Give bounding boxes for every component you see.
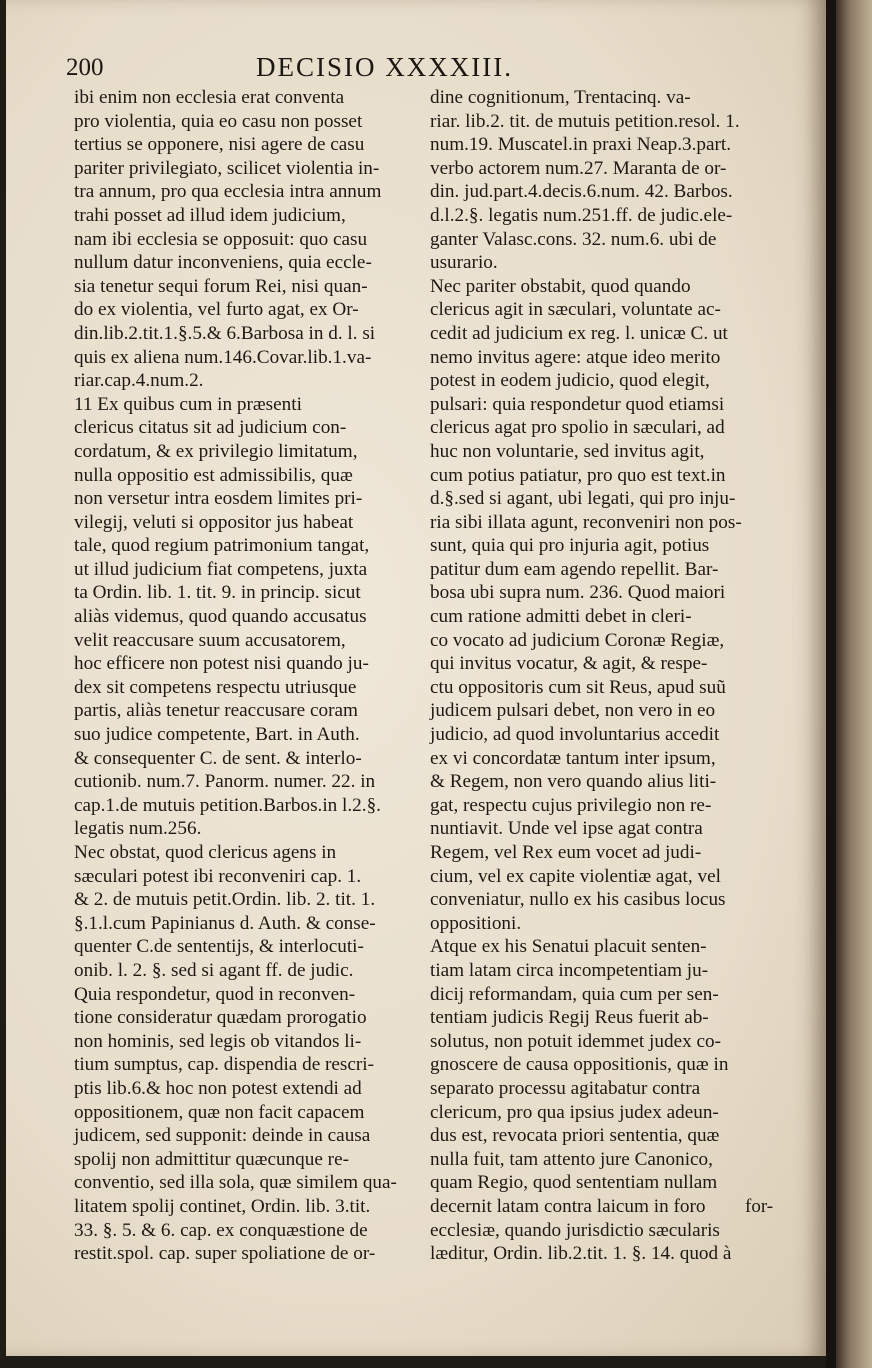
text-line: non versetur intra eosdem limites pri- (74, 488, 363, 510)
text-line: ria sibi illata agunt, reconveniri non pos- (430, 511, 742, 533)
text-line: co vocato ad judicium Coronæ Regiæ, (430, 629, 725, 651)
text-line: & Regem, non vero quando alius liti- (430, 771, 717, 793)
text-line: cordatum, & ex privilegio limitatum, (74, 440, 358, 462)
text-line: oppositionem, quæ non facit capacem (74, 1101, 365, 1123)
text-line: decernit latam contra laicum in foro (430, 1195, 706, 1217)
page-header (66, 52, 786, 88)
text-line: sia tenetur sequi forum Rei, nisi quan- (74, 275, 368, 297)
text-line: quam Regio, quod sententiam nullam (430, 1172, 718, 1194)
text-line: ut illud judicium fiat competens, juxta (74, 558, 368, 580)
text-line: Nec obstat, quod clericus agens in (74, 842, 337, 863)
right-column (430, 86, 786, 1266)
text-line: vilegij, veluti si oppositor jus habeat (74, 511, 354, 533)
text-line: ibi enim non ecclesia erat conventa (74, 87, 345, 108)
text-line: cap.1.de mutuis petition.Barbos.in l.2.§. (74, 794, 381, 816)
text-line: cutionib. num.7. Panorm. numer. 22. in (74, 771, 376, 793)
text-line: conventio, sed illa sola, quæ similem qua- (74, 1172, 397, 1194)
text-line: gnoscere de causa oppositionis, quæ in (430, 1054, 729, 1076)
text-line: aliàs videmus, quod quando accusatus (74, 606, 367, 628)
catchword: for- (745, 1196, 774, 1217)
text-line: cum potius patiatur, pro quo est text.in (430, 464, 726, 486)
text-line: Atque ex his Senatui placuit senten- (430, 936, 707, 958)
text-line: cedit ad judicium ex reg. l. unicæ C. ut (430, 322, 728, 344)
text-line: bosa ubi supra num. 236. Quod maiori (430, 582, 726, 604)
text-line: din. jud.part.4.decis.6.num. 42. Barbos. (430, 181, 733, 203)
text-line: clericus agit in sæculari, voluntate ac- (430, 299, 721, 321)
page-number: 200 (66, 54, 104, 81)
text-line: clericus citatus sit ad judicium con- (74, 417, 347, 439)
text-line: quis ex aliena num.146.Covar.lib.1.va- (74, 346, 372, 368)
text-line: judicem, sed supponit: deinde in causa (74, 1125, 371, 1147)
text-line: ta Ordin. lib. 1. tit. 9. in princip. sicut (74, 582, 361, 604)
text-line: nemo invitus agere: atque ideo merito (430, 346, 721, 368)
text-line: judicio, ad quod involuntarius accedit (430, 724, 720, 746)
text-line: ctu oppositoris cum sit Reus, apud suũ (430, 676, 726, 698)
text-line: pulsari: quia respondetur quod etiamsi (430, 393, 725, 415)
text-line: dex sit competens respectu utriusque (74, 676, 357, 698)
text-line: tiam latam circa incompetentiam ju- (430, 959, 709, 981)
text-line: d.l.2.§. legatis num.251.ff. de judic.ele- (430, 204, 733, 226)
text-line: clericum, pro qua ipsius judex adeun- (430, 1101, 719, 1123)
text-line: 33. §. 5. & 6. cap. ex conquæstione de (74, 1219, 368, 1241)
text-line: nam ibi ecclesia se opposuit: quo casu (74, 228, 368, 250)
text-line: riar. lib.2. tit. de mutuis petition.resol. 1. (430, 110, 740, 132)
text-line: tium sumptus, cap. dispendia de rescri- (74, 1054, 375, 1076)
text-line: huc non voluntarie, sed invitus agit, (430, 440, 705, 462)
text-line: ptis lib.6.& hoc non potest extendi ad (74, 1077, 362, 1099)
text-line: ganter Valasc.cons. 32. num.6. ubi de (430, 228, 717, 250)
text-line: judicem pulsari debet, non vero in eo (430, 700, 716, 722)
text-line: num.19. Muscatel.in praxi Neap.3.part. (430, 134, 732, 156)
text-line: potest in eodem judicio, quod elegit, (430, 370, 710, 392)
text-line: nullum datur inconveniens, quia eccle- (74, 252, 372, 274)
text-line: onib. l. 2. §. sed si agant ff. de judic. (74, 959, 354, 981)
text-line: tione consideratur quædam prorogatio (74, 1007, 367, 1029)
text-line: sæculari potest ibi reconveniri cap. 1. (74, 865, 362, 887)
text-line: usurario. (430, 252, 498, 274)
running-head: DECISIO XXXXIII. (256, 52, 513, 82)
text-line: dicij reformandam, quia cum per sen- (430, 983, 719, 1005)
text-line: tra annum, pro qua ecclesia intra annum (74, 181, 382, 203)
text-line: ecclesiæ, quando jurisdictio sæcularis (430, 1219, 720, 1241)
text-line: læditur, Ordin. lib.2.tit. 1. §. 14. quod à (430, 1243, 732, 1265)
text-line: din.lib.2.tit.1.§.5.& 6.Barbosa in d. l. si (74, 322, 376, 344)
text-line: & consequenter C. de sent. & interlo- (74, 747, 362, 769)
text-line: conveniatur, nullo ex his casibus locus (430, 889, 726, 911)
text-line: legatis num.256. (74, 818, 202, 840)
text-line: cum ratione admitti debet in cleri- (430, 606, 692, 628)
text-line: separato processu agitabatur contra (430, 1077, 701, 1099)
text-line: qui invitus vocatur, & agit, & respe- (430, 653, 708, 675)
text-line: pro violentia, quia eo casu non posset (74, 110, 363, 132)
text-line: solutus, non potuit idemmet judex co- (430, 1030, 721, 1052)
text-line: partis, aliàs tenetur reaccusare coram (74, 700, 358, 722)
text-line: oppositioni. (430, 912, 522, 934)
text-line: do ex violentia, vel furto agat, ex Or- (74, 299, 359, 321)
text-line: tertius se opponere, nisi agere de casu (74, 134, 365, 156)
text-line: nuntiavit. Unde vel ipse agat contra (430, 818, 703, 840)
left-column (74, 86, 420, 1266)
text-line: & 2. de mutuis petit.Ordin. lib. 2. tit. 1. (74, 889, 376, 911)
text-line: §.1.l.cum Papinianus d. Auth. & conse- (74, 912, 376, 934)
text-line: restit.spol. cap. super spoliatione de or- (74, 1243, 376, 1265)
text-line: cium, vel ex capite violentiæ agat, vel (430, 865, 721, 887)
text-line: ex vi concordatæ tantum inter ipsum, (430, 747, 716, 769)
text-line: patitur dum eam agendo repellit. Bar- (430, 558, 719, 580)
text-line: velit reaccusare suum accusatorem, (74, 629, 346, 651)
text-line: dus est, revocata priori sententia, quæ (430, 1125, 720, 1147)
text-line: Quia respondetur, quod in reconven- (74, 983, 356, 1005)
text-line: d.§.sed si agant, ubi legati, qui pro inju- (430, 488, 736, 510)
text-line: spolij non admittitur quæcunque re- (74, 1148, 349, 1170)
text-line: riar.cap.4.num.2. (74, 370, 204, 392)
text-line: suo judice competente, Bart. in Auth. (74, 724, 360, 746)
text-line: quenter C.de sententijs, & interlocuti- (74, 936, 364, 958)
text-line: non hominis, sed legis ob vitandos li- (74, 1030, 362, 1052)
text-line: tentiam judicis Regij Reus fuerit ab- (430, 1007, 709, 1029)
text-line: Regem, vel Rex eum vocet ad judi- (430, 842, 702, 863)
text-line: nulla oppositio est admissibilis, quæ (74, 464, 353, 486)
text-line: hoc efficere non potest nisi quando ju- (74, 653, 369, 675)
gutter-shadow (826, 0, 836, 1368)
text-line: verbo actorem num.27. Maranta de or- (430, 157, 727, 179)
text-line: litatem spolij continet, Ordin. lib. 3.tit. (74, 1195, 371, 1217)
text-line: tale, quod regium patrimonium tangat, (74, 535, 370, 557)
text-line: Nec pariter obstabit, quod quando (430, 275, 691, 297)
text-line: pariter privilegiato, scilicet violentia in- (74, 157, 380, 179)
text-line: 11 Ex quibus cum in præsenti (74, 393, 302, 415)
text-line: nulla fuit, tam attento jure Canonico, (430, 1148, 713, 1170)
adjacent-page-edge (836, 0, 872, 1368)
text-line: sunt, quia qui pro injuria agit, potius (430, 535, 710, 557)
text-line: gat, respectu cujus privilegio non re- (430, 794, 712, 816)
text-line: clericus agat pro spolio in sæculari, ad (430, 417, 725, 439)
text-line: dine cognitionum, Trentacinq. va- (430, 87, 691, 108)
text-line: trahi posset ad illud idem judicium, (74, 204, 346, 226)
